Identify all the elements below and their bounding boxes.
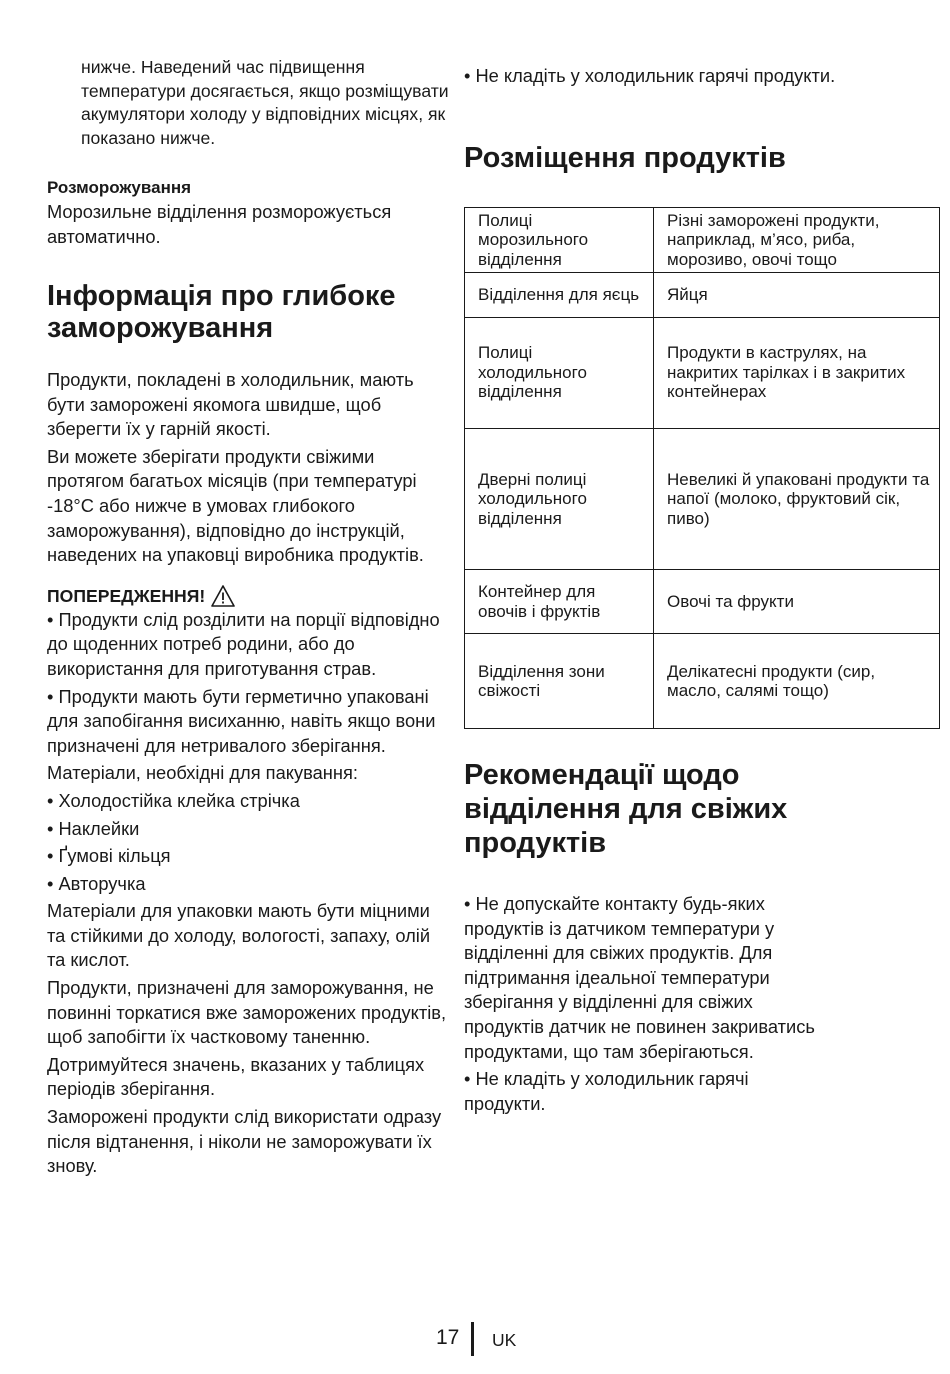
material-item: • Ґумові кільця bbox=[47, 845, 171, 867]
table-row bbox=[465, 429, 940, 570]
table-row bbox=[465, 570, 940, 634]
footer-divider bbox=[471, 1322, 474, 1356]
materials-intro: Матеріали, необхідні для пакування: bbox=[47, 762, 358, 784]
paragraph-6: Заморожені продукти слід використати одразу після відтанення, і ніколи не заморожувати їх знову. bbox=[47, 1106, 442, 1177]
defrost-heading: Розморожування bbox=[47, 178, 192, 197]
paragraph-2: Ви можете зберігати продукти свіжими протягом багатьох місяців (при температурі -18°C або нижче в умовах глибокого заморожування), відповідно до інструкцій, наведених на упаковці виробника продуктів. bbox=[47, 445, 424, 566]
placement-table bbox=[464, 207, 940, 729]
placement-table-wrap bbox=[464, 207, 940, 729]
paragraph-5: Дотримуйтеся значень, вказаних у таблицях періодів зберігання. bbox=[47, 1053, 425, 1100]
table-cell-location: Контейнер для овочів і фруктів bbox=[465, 570, 654, 634]
fresh-body bbox=[464, 892, 834, 1116]
paragraph-1: Продукти, покладені в холодильник, мають бути заморожені якомога швидше, щоб зберегти їх у гарній якості. bbox=[47, 369, 414, 440]
table-cell-location: Полиці холодильного відділення bbox=[465, 318, 654, 429]
table-cell-products: Продукти в каструлях, на накритих тарілках і в закритих контейнерах bbox=[654, 318, 940, 429]
table-row bbox=[465, 634, 940, 729]
table-cell-products: Різні заморожені продукти, наприклад, м’ясо, риба, морозиво, овочі тощо bbox=[654, 208, 940, 273]
deep-freeze-heading: Інформація про глибоке заморожування bbox=[47, 280, 396, 344]
top-bullet-block bbox=[464, 64, 940, 89]
table-cell-products: Яйця bbox=[654, 273, 940, 318]
table-row bbox=[465, 318, 940, 429]
table-cell-location: Полиці морозильного відділення bbox=[465, 208, 654, 273]
table-cell-products: Невеликі й упаковані продукти та напої (молоко, фруктовий сік, пиво) bbox=[654, 429, 940, 570]
warning-label: ПОПЕРЕДЖЕННЯ! bbox=[47, 585, 206, 606]
table-cell-location: Дверні полиці холодильного відділення bbox=[465, 429, 654, 570]
bullet-portions: • Продукти слід розділити на порції відповідно до щоденних потреб родини, або до використання для приготування страв. bbox=[47, 608, 440, 679]
placement-heading: Розміщення продуктів bbox=[464, 142, 786, 174]
page-number: 17 bbox=[436, 1326, 460, 1349]
language-code: UK bbox=[492, 1330, 517, 1350]
warning-triangle-icon bbox=[211, 585, 235, 607]
table-cell-location: Відділення зони свіжості bbox=[465, 634, 654, 729]
fresh-bullet-hot: • Не кладіть у холодильник гарячі продукти. bbox=[464, 1068, 749, 1114]
warning-heading bbox=[47, 584, 447, 608]
defrost-text: Морозильне відділення розморожується автоматично. bbox=[47, 201, 392, 247]
defrost-section bbox=[47, 176, 447, 249]
paragraph-4: Продукти, призначені для заморожування, не повинні торкатися вже заморожених продуктів, щоб запобігти їх частковому таненню. bbox=[47, 977, 447, 1048]
intro-paragraph: нижче. Наведений час підвищення температури досягається, якщо розміщувати акумулятори холоду у відповідних місцях, як показано нижче. bbox=[81, 57, 449, 148]
fresh-section bbox=[464, 758, 824, 860]
placement-section bbox=[464, 142, 940, 174]
deep-freeze-body bbox=[47, 368, 447, 1179]
bullet-hermetic: • Продукти мають бути герметично упаковані для запобігання висиханню, навіть якщо вони призначені для нетривалого зберігання. bbox=[47, 685, 436, 756]
table-cell-products: Овочі та фрукти bbox=[654, 570, 940, 634]
fresh-bullet-sensor: • Не допускайте контакту будь-яких продуктів із датчиком температури у відділенні для свіжих продуктів. Для підтримання ідеальної температури зберігання у відділенні для свіжих продуктів датчик не повинен закриватись продуктами, що там зберігаються. bbox=[464, 893, 815, 1062]
deep-freeze-section bbox=[47, 280, 447, 344]
table-cell-products: Делікатесні продукти (сир, масло, салямі тощо) bbox=[654, 634, 940, 729]
top-bullet: • Не кладіть у холодильник гарячі продукти. bbox=[464, 65, 836, 86]
material-item: • Авторучка bbox=[47, 872, 146, 894]
material-item: • Наклейки bbox=[47, 817, 140, 839]
intro-text-block bbox=[81, 56, 451, 150]
material-item: • Холодостійка клейка стрічка bbox=[47, 789, 300, 811]
paragraph-3: Матеріали для упаковки мають бути міцними та стійкими до холоду, вологості, запаху, олій та кислот. bbox=[47, 900, 431, 971]
table-cell-location: Відділення для яєць bbox=[465, 273, 654, 318]
table-row bbox=[465, 273, 940, 318]
page-footer bbox=[0, 1322, 950, 1362]
table-row bbox=[465, 208, 940, 273]
fresh-heading: Рекомендації щодо відділення для свіжих продуктів bbox=[464, 759, 788, 859]
